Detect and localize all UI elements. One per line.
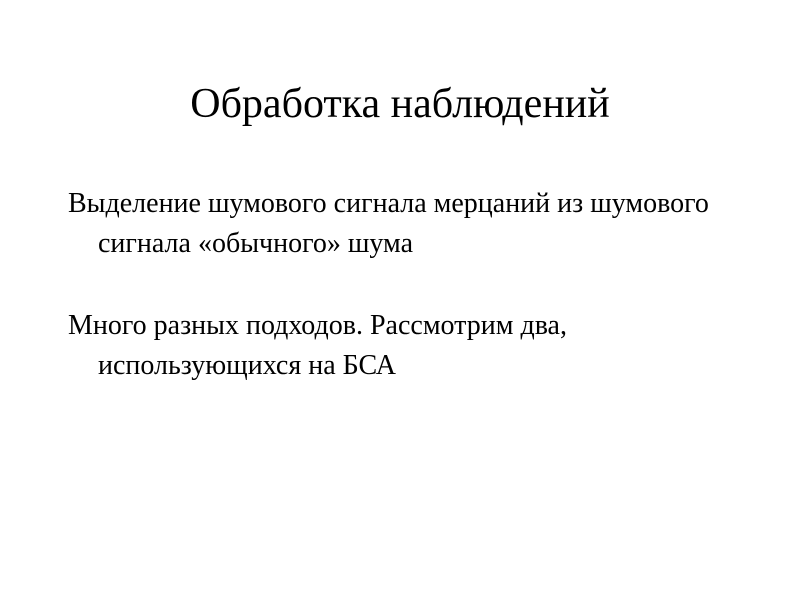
body-paragraph-1: Выделение шумового сигнала мерцаний из шумового сигнала «обычного» шума (68, 188, 709, 259)
slide-title: Обработка наблюдений (190, 81, 610, 127)
body-paragraph-2: Много разных подходов. Рассмотрим два, использующихся на БСА (68, 310, 567, 381)
slide-body (68, 184, 768, 428)
